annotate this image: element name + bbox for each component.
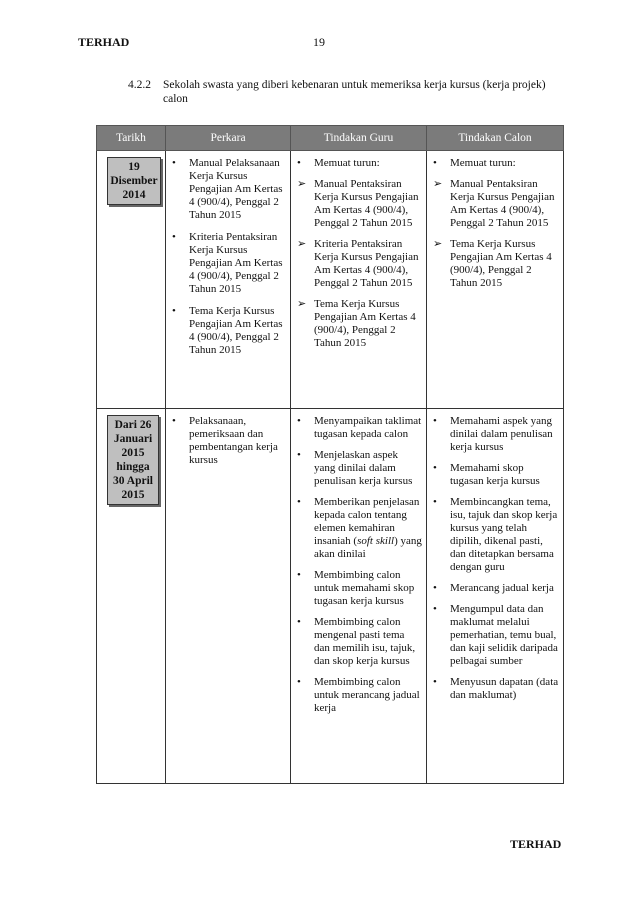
- page-number: 19: [313, 35, 325, 49]
- bullet-icon: •: [433, 676, 437, 688]
- arrow-bullet-icon: ➢: [433, 238, 443, 250]
- section-title: Sekolah swasta yang diberi kebenaran untuk memeriksa kerja kursus (kerja projek) calon: [163, 79, 546, 105]
- list-item-text: Manual Pentaksiran Kerja Kursus Pengajian Am Kertas 4 (900/4), Penggal 2 Tahun 2015: [450, 178, 555, 229]
- list-item-text: Membimbing calon mengenal pasti tema dan memilih isu, tajuk, dan skop kerja kursus: [314, 616, 416, 667]
- list-item-text: Manual Pelaksanaan Kerja Kursus Pengajian Am Kertas 4 (900/4), Penggal 2 Tahun 2015: [189, 157, 283, 221]
- list-item: [433, 582, 559, 595]
- schedule-table: [96, 125, 564, 784]
- bullet-icon: •: [433, 157, 437, 169]
- list-item: [433, 676, 559, 702]
- list-item-text: Membimbing calon untuk memahami skop tugasan kerja kursus: [314, 569, 415, 607]
- list-item-text: Kriteria Pentaksiran Kerja Kursus Pengajian Am Kertas 4 (900/4), Penggal 2 Tahun 2015: [314, 238, 419, 289]
- list-item-text: Menjelaskan aspek yang dinilai dalam penulisan kerja kursus: [314, 449, 413, 487]
- bullet-icon: •: [433, 603, 437, 615]
- perkara-list: [172, 157, 286, 357]
- bullet-icon: •: [433, 582, 437, 594]
- list-item-text: Menyusun dapatan (data dan maklumat): [450, 676, 559, 701]
- list-item: • Memuat turun:: [433, 157, 516, 169]
- list-item: [297, 298, 422, 350]
- table-row: [97, 151, 564, 409]
- col-header-tarikh: Tarikh: [97, 126, 166, 151]
- bullet-icon: •: [297, 157, 301, 169]
- date-box: [107, 415, 159, 505]
- arrow-bullet-icon: ➢: [297, 238, 307, 250]
- bullet-icon: •: [297, 569, 301, 581]
- list-item: [297, 449, 422, 488]
- guru-list: [297, 157, 422, 170]
- bullet-icon: •: [172, 305, 176, 317]
- list-item: [433, 462, 559, 488]
- list-item-text: Kriteria Pentaksiran Kerja Kursus Pengajian Am Kertas 4 (900/4), Penggal 2 Tahun 2015: [189, 231, 283, 295]
- date-line: Disember: [110, 175, 158, 187]
- list-item-text: Membincangkan tema, isu, tajuk dan skop kerja kursus yang telah dipilih, dikenal pasti, dan ditetapkan bersama dengan guru: [450, 496, 558, 573]
- date-box: [107, 157, 161, 205]
- date-line: 2015: [121, 489, 145, 501]
- list-item: [433, 178, 559, 230]
- list-item-text: Tema Kerja Kursus Pengajian Am Kertas 4 (900/4), Penggal 2 Tahun 2015: [189, 305, 283, 356]
- bullet-icon: •: [297, 449, 301, 461]
- arrow-bullet-icon: ➢: [297, 298, 307, 310]
- date-line: 30 April: [113, 475, 153, 487]
- calon-list: [433, 415, 559, 702]
- list-item: [433, 238, 559, 290]
- list-item: [297, 178, 422, 230]
- list-item: [433, 496, 559, 574]
- list-item: [433, 603, 559, 668]
- bullet-icon: •: [297, 496, 301, 508]
- header-classification: TERHAD: [78, 35, 130, 49]
- col-header-tindakan-guru: Tindakan Guru: [291, 126, 427, 151]
- bullet-icon: •: [433, 496, 437, 508]
- list-item-text: Memahami aspek yang dinilai dalam penulisan kerja kursus: [450, 415, 553, 453]
- guru-arrow-list: [297, 178, 422, 350]
- calon-arrow-list: [433, 178, 559, 290]
- date-line: 2015: [121, 447, 145, 459]
- list-item-text: Mengumpul data dan maklumat melalui pemerhatian, temu bual, dan kaji selidik daripada pelbagai sumber: [450, 603, 558, 667]
- list-item: [297, 616, 422, 668]
- list-item: [172, 157, 286, 222]
- date-line: Dari 26: [114, 419, 152, 431]
- footer-classification: TERHAD: [510, 837, 562, 851]
- list-item: [433, 415, 559, 454]
- col-header-perkara: Perkara: [166, 126, 291, 151]
- list-item: [172, 305, 286, 357]
- list-item-text: Memberikan penjelasan kepada calon tentang elemen kemahiran insaniah (soft skill) yang akan dinilai: [314, 496, 422, 560]
- bullet-icon: •: [433, 462, 437, 474]
- bullet-icon: •: [172, 231, 176, 243]
- list-item: [297, 415, 422, 441]
- list-item-text: Membimbing calon untuk merancang jadual kerja: [314, 676, 420, 714]
- bullet-icon: •: [297, 676, 301, 688]
- bullet-icon: •: [297, 415, 301, 427]
- list-item-text: Pelaksanaan, pemeriksaan dan pembentangan kerja kursus: [189, 415, 278, 466]
- list-item-text: Tema Kerja Kursus Pengajian Am Kertas 4 (900/4), Penggal 2 Tahun 2015: [450, 238, 552, 289]
- date-line: 19: [128, 161, 140, 173]
- date-line: hingga: [116, 461, 150, 473]
- list-item: [297, 569, 422, 608]
- table-row: [97, 409, 564, 784]
- date-line: 2014: [122, 189, 146, 201]
- list-item-text: Merancang jadual kerja: [450, 582, 554, 594]
- perkara-list: [172, 415, 286, 467]
- list-item: • Memuat turun:: [297, 157, 380, 169]
- list-item: [297, 496, 422, 561]
- arrow-bullet-icon: ➢: [297, 178, 307, 190]
- bullet-icon: •: [172, 157, 176, 169]
- list-item: [172, 231, 286, 296]
- list-item-text: Manual Pentaksiran Kerja Kursus Pengajian Am Kertas 4 (900/4), Penggal 2 Tahun 2015: [314, 178, 419, 229]
- bullet-icon: •: [172, 415, 176, 427]
- date-line: Januari: [113, 433, 153, 445]
- section-heading: [128, 78, 568, 106]
- list-item-text: Tema Kerja Kursus Pengajian Am Kertas 4 (900/4), Penggal 2 Tahun 2015: [314, 298, 416, 349]
- guru-list: [297, 415, 422, 715]
- table-header-row: [97, 126, 564, 151]
- bullet-icon: •: [433, 415, 437, 427]
- bullet-icon: •: [297, 616, 301, 628]
- list-item-text: Memahami skop tugasan kerja kursus: [450, 462, 540, 487]
- calon-list: [433, 157, 559, 170]
- section-number: 4.2.2: [128, 79, 151, 91]
- list-item: [297, 676, 422, 715]
- list-item: [172, 415, 286, 467]
- list-item: [297, 238, 422, 290]
- list-item-text: Menyampaikan taklimat tugasan kepada calon: [314, 415, 422, 440]
- arrow-bullet-icon: ➢: [433, 178, 443, 190]
- col-header-tindakan-calon: Tindakan Calon: [427, 126, 564, 151]
